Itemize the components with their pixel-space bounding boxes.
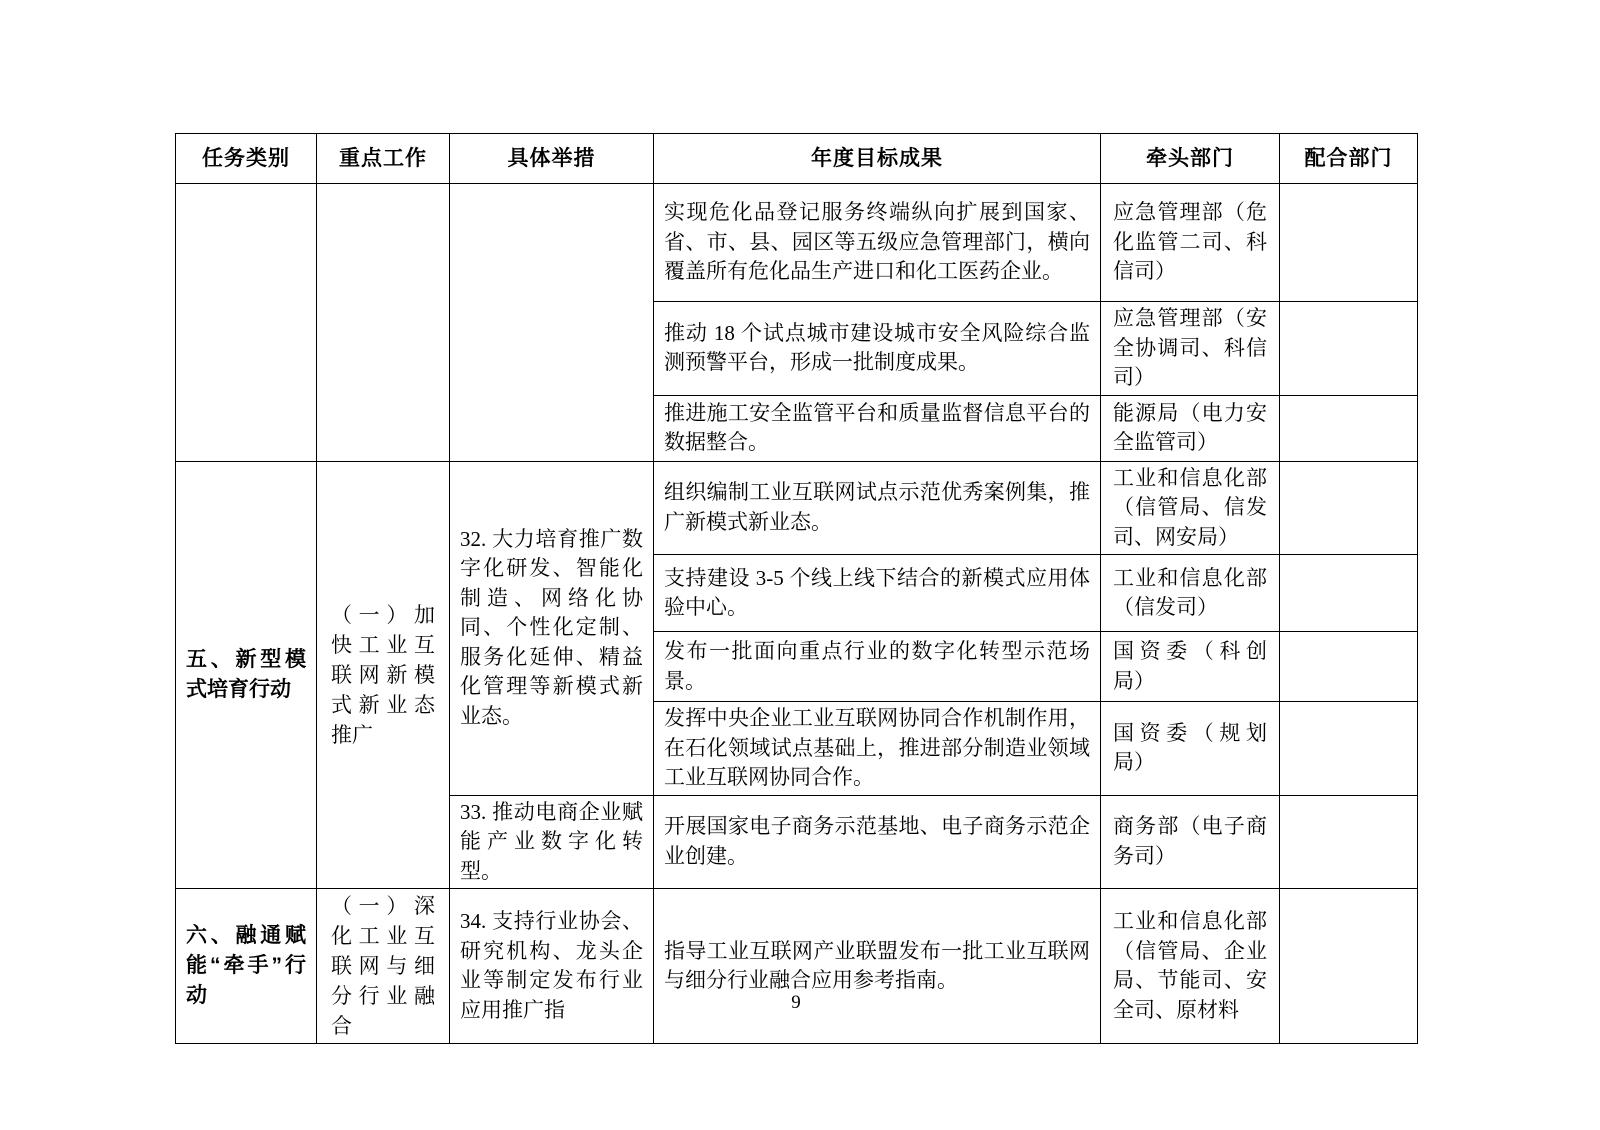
lead-dept-cell xyxy=(1101,184,1280,302)
goal-text: 发挥中央企业工业互联网协同合作机制作用，在石化领域试点基础上，推进部分制造业领域工业互联网协同合作。 xyxy=(664,706,1090,789)
task-category-cell-empty xyxy=(176,184,317,462)
lead-dept-text: 商务部（电子商务司） xyxy=(1113,814,1267,868)
header-lead-department: 牵头部门 xyxy=(1101,134,1280,184)
goal-text: 推进施工安全监管平台和质量监督信息平台的数据整合。 xyxy=(664,400,1090,454)
goal-text: 指导工业互联网产业联盟发布一批工业互联网与细分行业融合应用参考指南。 xyxy=(664,938,1090,992)
header-task-category: 任务类别 xyxy=(176,134,317,184)
lead-dept-text: 工业和信息化部（信发司） xyxy=(1113,565,1267,619)
lead-dept-text: 工业和信息化部（信管局、信发司、网安局） xyxy=(1113,465,1267,549)
goal-cell xyxy=(654,184,1101,302)
lead-dept-cell xyxy=(1101,461,1280,555)
lead-dept-cell xyxy=(1101,395,1280,461)
header-annual-goals: 年度目标成果 xyxy=(654,134,1101,184)
task-category-text: 五、新型模式培育行动 xyxy=(186,647,306,701)
lead-dept-cell xyxy=(1101,632,1280,702)
support-dept-cell xyxy=(1280,632,1418,702)
task-category-cell-six xyxy=(176,889,317,1044)
support-dept-cell xyxy=(1280,795,1418,889)
key-work-cell-empty xyxy=(317,184,450,462)
key-work-text: （一）加快工业互联网新模式新业态推广 xyxy=(331,602,435,747)
goal-text: 推动 18 个试点城市建设城市安全风险综合监测预警平台，形成一批制度成果。 xyxy=(664,320,1090,375)
task-category-text: 六、融通赋能“牵手”行动 xyxy=(186,924,306,1007)
lead-dept-text: 工业和信息化部（信管局、企业局、节能司、安全司、原材料 xyxy=(1113,909,1267,1022)
key-work-cell-six xyxy=(317,889,450,1044)
header-key-work: 重点工作 xyxy=(317,134,450,184)
measure-cell-32 xyxy=(450,461,654,795)
lead-dept-text: 国资委（规划局） xyxy=(1113,720,1267,775)
header-measures: 具体举措 xyxy=(450,134,654,184)
support-dept-cell xyxy=(1280,395,1418,461)
task-category-cell-five xyxy=(176,461,317,889)
goal-cell xyxy=(654,632,1101,702)
lead-dept-text: 应急管理部（安全协调司、科信司） xyxy=(1113,306,1267,389)
goal-cell xyxy=(654,795,1101,889)
header-support-department: 配合部门 xyxy=(1280,134,1418,184)
support-dept-cell xyxy=(1280,184,1418,302)
support-dept-cell xyxy=(1280,461,1418,555)
measure-text: 34. 支持行业协会、研究机构、龙头企业等制定发布行业应用推广指 xyxy=(460,909,643,1022)
goal-cell xyxy=(654,889,1101,1044)
measure-text: 32. 大力培育推广数字化研发、智能化制造、网络化协同、个性化定制、服务化延伸、精益化管理等新模式新业态。 xyxy=(460,526,643,728)
lead-dept-text: 能源局（电力安全监管司） xyxy=(1113,400,1267,454)
measure-cell-34 xyxy=(450,889,654,1044)
measure-cell-empty xyxy=(450,184,654,462)
goal-cell xyxy=(654,702,1101,796)
goal-text: 开展国家电子商务示范基地、电子商务示范企业创建。 xyxy=(664,814,1090,868)
key-work-text: （一）深化工业互联网与细分行业融合 xyxy=(331,894,435,1038)
measure-cell-33 xyxy=(450,795,654,889)
lead-dept-cell xyxy=(1101,795,1280,889)
goal-cell xyxy=(654,461,1101,555)
goal-text: 发布一批面向重点行业的数字化转型示范场景。 xyxy=(664,639,1090,693)
goal-text: 组织编制工业互联网试点示范优秀案例集，推广新模式新业态。 xyxy=(664,480,1090,534)
goal-cell xyxy=(654,395,1101,461)
key-work-cell-five xyxy=(317,461,450,889)
lead-dept-cell xyxy=(1101,889,1280,1044)
lead-dept-text: 国资委（科创局） xyxy=(1113,639,1267,693)
goal-cell xyxy=(654,555,1101,632)
goal-text: 支持建设 3-5 个线上线下结合的新模式应用体验中心。 xyxy=(664,565,1090,619)
support-dept-cell xyxy=(1280,302,1418,396)
support-dept-cell xyxy=(1280,702,1418,796)
table-row xyxy=(176,461,1418,555)
lead-dept-text: 应急管理部（危化监管二司、科信司） xyxy=(1113,200,1267,284)
measure-text: 33. 推动电商企业赋能产业数字化转型。 xyxy=(460,799,643,883)
support-dept-cell xyxy=(1280,889,1418,1044)
goal-cell xyxy=(654,302,1101,396)
support-dept-cell xyxy=(1280,555,1418,632)
page-number: 9 xyxy=(791,992,801,1013)
goal-text: 实现危化品登记服务终端纵向扩展到国家、省、市、县、园区等五级应急管理部门，横向覆盖所有危化品生产进口和化工医药企业。 xyxy=(664,200,1090,284)
header-row xyxy=(176,134,1418,184)
lead-dept-cell xyxy=(1101,702,1280,796)
action-plan-table xyxy=(175,133,1418,1044)
lead-dept-cell xyxy=(1101,555,1280,632)
table-row xyxy=(176,889,1418,1044)
lead-dept-cell xyxy=(1101,302,1280,396)
table-row xyxy=(176,184,1418,302)
